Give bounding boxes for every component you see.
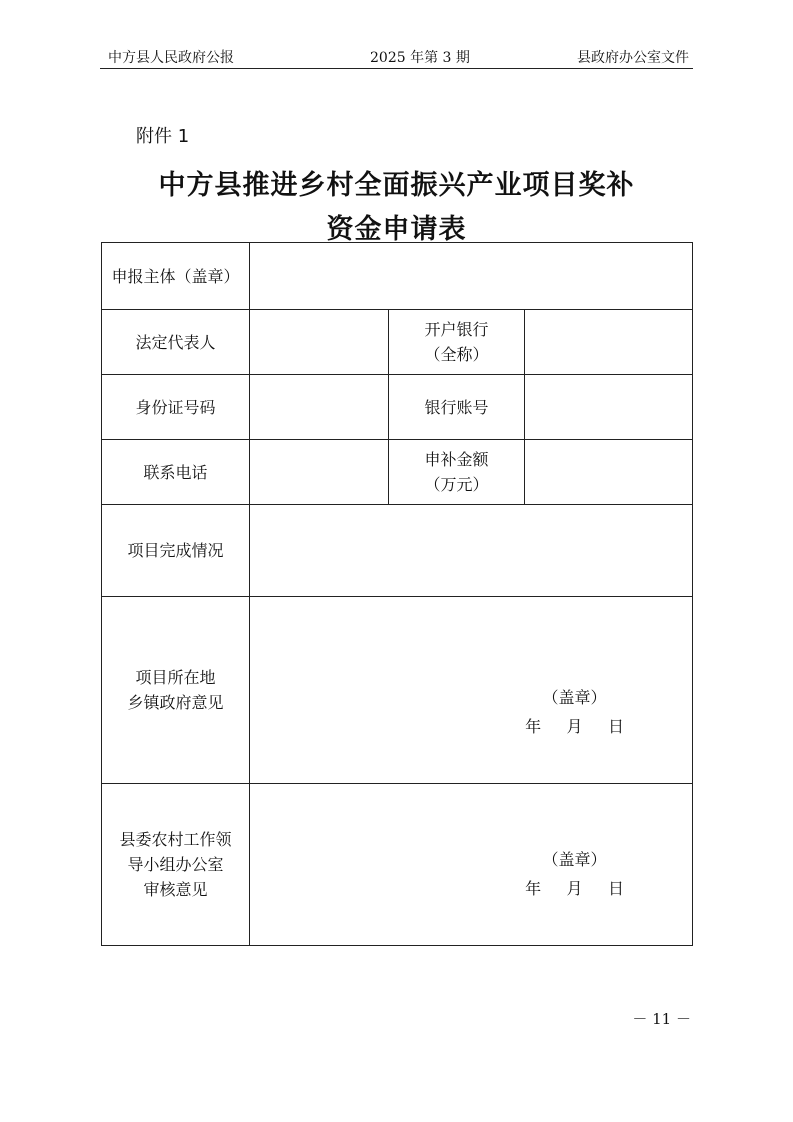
issue-number: 2025 年第 3 期: [370, 50, 470, 66]
attachment-label: 附件 1: [136, 126, 190, 147]
bank-account-field[interactable]: [525, 375, 693, 440]
county-opinion-label-line-1: 县委农村工作领: [119, 830, 232, 849]
town-date-month: 月: [566, 717, 583, 736]
county-opinion-label-line-2: 导小组办公室: [127, 855, 224, 874]
county-opinion-label-line-3: 审核意见: [143, 880, 208, 899]
legal-rep-field[interactable]: [250, 310, 389, 375]
county-date-line: [525, 874, 624, 903]
county-seal-block: [525, 845, 624, 903]
subsidy-amount-field[interactable]: [525, 440, 693, 505]
subsidy-amount-label: [389, 440, 525, 505]
row-applicant: [102, 243, 693, 310]
row-project-status: [102, 505, 693, 597]
town-date-line: [525, 712, 624, 741]
town-opinion-field[interactable]: [250, 597, 693, 784]
page-number: － 11 －: [632, 1010, 691, 1028]
form-title-line-1: 中方县推进乡村全面振兴产业项目奖补: [158, 170, 635, 201]
county-opinion-field[interactable]: [250, 784, 693, 946]
subsidy-amount-label-line-1: 申补金额: [424, 450, 489, 469]
id-number-label: 身份证号码: [102, 375, 250, 440]
bank-account-label: 银行账号: [389, 375, 525, 440]
bank-name-field[interactable]: [525, 310, 693, 375]
town-opinion-label-line-2: 乡镇政府意见: [127, 693, 224, 712]
project-status-label: 项目完成情况: [102, 505, 250, 597]
subsidy-amount-label-line-2: （万元）: [424, 475, 489, 494]
phone-label: 联系电话: [102, 440, 250, 505]
legal-rep-label: 法定代表人: [102, 310, 250, 375]
county-date-day: 日: [608, 879, 625, 898]
county-date-month: 月: [566, 879, 583, 898]
row-town-opinion: [102, 597, 693, 784]
bank-name-label: [389, 310, 525, 375]
application-form-table: [101, 242, 693, 946]
county-date-year: 年: [525, 879, 542, 898]
applicant-label: 申报主体（盖章）: [102, 243, 250, 310]
id-number-field[interactable]: [250, 375, 389, 440]
header-divider: [100, 68, 693, 69]
phone-field[interactable]: [250, 440, 389, 505]
row-phone: [102, 440, 693, 505]
row-id-number: [102, 375, 693, 440]
page-header: [100, 49, 693, 67]
county-opinion-label: [102, 784, 250, 946]
town-date-day: 日: [608, 717, 625, 736]
document-source: 县政府办公室文件: [577, 50, 689, 66]
project-status-field[interactable]: [250, 505, 693, 597]
county-seal-text: （盖章）: [542, 850, 607, 869]
gazette-name: 中方县人民政府公报: [108, 50, 234, 66]
town-seal-text: （盖章）: [542, 688, 607, 707]
town-date-year: 年: [525, 717, 542, 736]
bank-name-label-line-1: 开户银行: [424, 320, 489, 339]
applicant-field[interactable]: [250, 243, 693, 310]
form-title-line-2: 资金申请表: [326, 214, 467, 245]
town-opinion-label-line-1: 项目所在地: [135, 668, 216, 687]
row-legal-rep: [102, 310, 693, 375]
row-county-opinion: [102, 784, 693, 946]
town-seal-block: [525, 683, 624, 741]
bank-name-label-line-2: （全称）: [424, 345, 489, 364]
town-opinion-label: [102, 597, 250, 784]
